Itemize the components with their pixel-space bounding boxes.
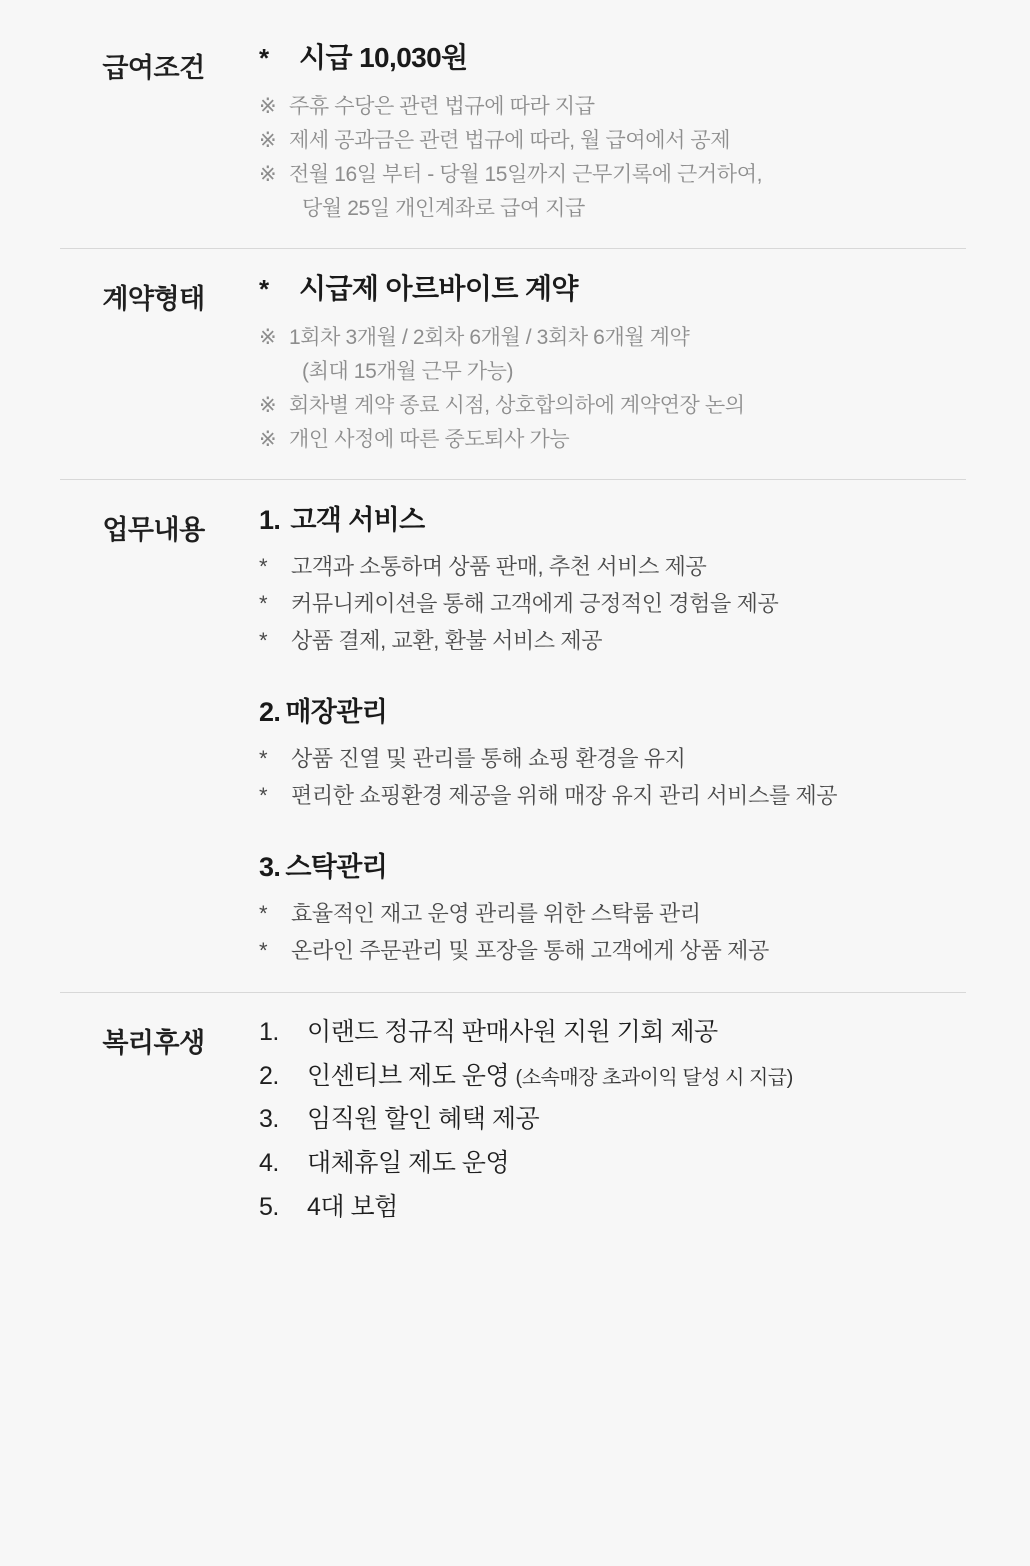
section-duties (56, 480, 974, 992)
task-bullet (259, 549, 974, 586)
asterisk-icon: * (259, 591, 268, 617)
welfare-number: 1. (259, 1017, 279, 1046)
salary-note-text: 당월 25일 개인계좌로 급여 지급 (302, 197, 585, 221)
reference-mark-icon: ※ (259, 326, 277, 350)
section-contract (56, 249, 974, 479)
section-content-salary (251, 36, 974, 226)
task-title (259, 845, 974, 884)
salary-headline-text: 시급 10,030원 (299, 42, 468, 73)
contract-note-text: (최대 15개월 근무 가능) (302, 360, 514, 384)
salary-headline (259, 36, 974, 76)
contract-note-text: 개인 사정에 따른 중도퇴사 가능 (289, 428, 570, 452)
list-item (259, 1142, 974, 1186)
welfare-text (307, 1186, 974, 1230)
section-content-welfare (251, 1011, 974, 1230)
reference-mark-icon: ※ (259, 428, 277, 452)
welfare-text (307, 1011, 974, 1055)
contract-note (259, 355, 974, 389)
asterisk-icon: * (259, 554, 268, 580)
welfare-main-text: 임직원 할인 혜택 제공 (307, 1105, 540, 1134)
list-item (259, 1055, 974, 1099)
task-title (259, 498, 974, 537)
welfare-number: 5. (259, 1192, 279, 1221)
section-label-duties: 업무내용 (102, 515, 205, 546)
task-title-text: 매장관리 (285, 696, 388, 727)
task-bullet (259, 896, 974, 933)
welfare-number: 4. (259, 1149, 279, 1178)
section-content-contract (251, 267, 974, 457)
task-title-text: 고객 서비스 (290, 505, 425, 536)
asterisk-icon: * (259, 628, 268, 654)
welfare-sub-text: (소속매장 초과이익 달성 시 지급) (515, 1066, 793, 1089)
welfare-text (307, 1142, 974, 1186)
welfare-main-text: 4대 보험 (307, 1192, 398, 1221)
task-bullet (259, 586, 974, 623)
salary-note-text: 제세 공과금은 관련 법규에 따라, 월 급여에서 공제 (289, 129, 731, 153)
salary-note (259, 90, 974, 124)
task-number: 3. (259, 851, 281, 882)
list-item (259, 1011, 974, 1055)
contract-note-text: 1회차 3개월 / 2회차 6개월 / 3회차 6개월 계약 (289, 326, 690, 350)
task-number: 2. (259, 696, 281, 727)
welfare-number: 2. (259, 1061, 279, 1090)
salary-note-text: 주휴 수당은 관련 법규에 따라 지급 (289, 95, 595, 118)
asterisk-icon: * (259, 782, 268, 808)
reference-mark-icon: ※ (259, 95, 277, 118)
contract-headline (259, 267, 974, 307)
section-salary (56, 22, 974, 248)
task-number: 1. (259, 505, 281, 536)
salary-note (259, 158, 974, 192)
section-label-welfare: 복리후생 (102, 1027, 205, 1058)
list-item (259, 1098, 974, 1142)
task-bullet (259, 933, 974, 970)
welfare-text (307, 1098, 974, 1142)
task-group (259, 845, 974, 970)
asterisk-icon: * (259, 43, 269, 73)
list-item (259, 1186, 974, 1230)
task-title-text: 스탁관리 (285, 851, 388, 882)
task-group (259, 498, 974, 660)
contract-note (259, 321, 974, 355)
task-title (259, 690, 974, 729)
salary-note (259, 124, 974, 158)
contract-note (259, 423, 974, 457)
asterisk-icon: * (259, 937, 268, 963)
welfare-main-text: 인센티브 제도 운영 (307, 1061, 516, 1090)
reference-mark-icon: ※ (259, 129, 277, 153)
task-bullet-text: 상품 결제, 교환, 환불 서비스 제공 (291, 628, 603, 654)
asterisk-icon: * (259, 274, 269, 305)
welfare-main-text: 이랜드 정규직 판매사원 지원 기회 제공 (307, 1017, 718, 1046)
task-bullet-text: 온라인 주문관리 및 포장을 통해 고객에게 상품 제공 (291, 937, 769, 963)
salary-note-text: 전월 16일 부터 - 당월 15일까지 근무기록에 근거하여, (289, 163, 763, 187)
task-bullet-text: 고객과 소통하며 상품 판매, 추천 서비스 제공 (291, 554, 707, 580)
task-bullet-text: 상품 진열 및 관리를 통해 쇼핑 환경을 유지 (291, 745, 686, 771)
salary-note (259, 192, 974, 226)
section-welfare (56, 993, 974, 1252)
task-bullet-text: 커뮤니케이션을 통해 고객에게 긍정적인 경험을 제공 (291, 591, 779, 617)
task-bullet (259, 778, 974, 815)
contract-note (259, 389, 974, 423)
section-content-duties (251, 498, 974, 970)
task-bullet-text: 편리한 쇼핑환경 제공을 위해 매장 유지 관리 서비스를 제공 (291, 782, 838, 808)
contract-note-text: 회차별 계약 종료 시점, 상호합의하에 계약연장 논의 (289, 394, 745, 418)
section-label-contract: 계약형태 (102, 284, 205, 315)
welfare-main-text: 대체휴일 제도 운영 (307, 1149, 510, 1178)
task-bullet-text: 효율적인 재고 운영 관리를 위한 스탁룸 관리 (291, 900, 701, 926)
section-label-salary: 급여조건 (102, 53, 205, 83)
asterisk-icon: * (259, 745, 268, 771)
task-group (259, 690, 974, 815)
welfare-text (307, 1055, 974, 1099)
welfare-number: 3. (259, 1105, 279, 1134)
task-bullet (259, 623, 974, 660)
reference-mark-icon: ※ (259, 163, 277, 187)
asterisk-icon: * (259, 900, 268, 926)
contract-headline-text: 시급제 아르바이트 계약 (299, 273, 578, 305)
reference-mark-icon: ※ (259, 394, 277, 418)
task-bullet (259, 741, 974, 778)
